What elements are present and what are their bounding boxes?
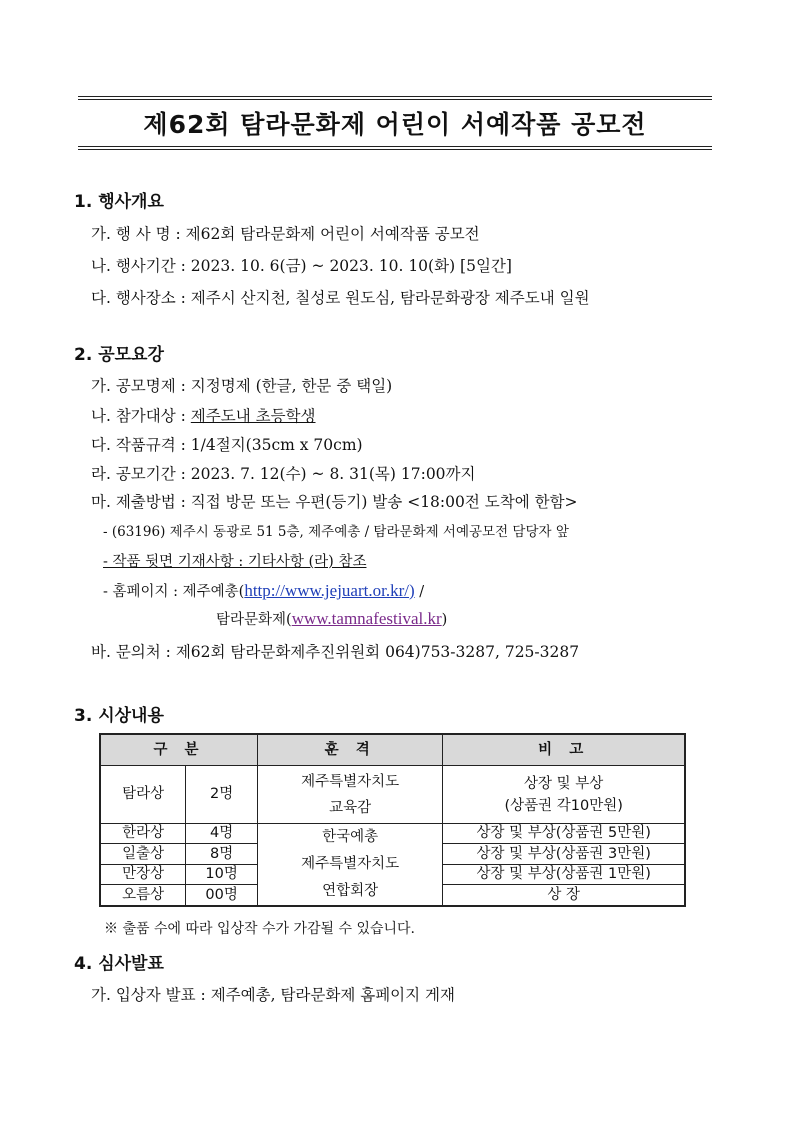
festival-label: 탐라문화제( bbox=[216, 612, 292, 628]
award-count: 2명 bbox=[186, 766, 258, 824]
award-remarks bbox=[443, 766, 685, 824]
festival-close: ) bbox=[441, 612, 448, 628]
grantor-line-2: 교육감 bbox=[329, 799, 372, 816]
section2-address-line: - (63196) 제주시 동광로 51 5층, 제주예총 / 탐라문화제 서예공모전 담당자 앞 bbox=[103, 524, 569, 540]
section3-heading: 3. 시상내용 bbox=[74, 706, 164, 726]
award-count: 10명 bbox=[186, 864, 258, 884]
award-remarks: 상장 및 부상(상품권 1만원) bbox=[443, 864, 685, 884]
header-grantor: 훈 격 bbox=[258, 734, 443, 766]
table-row bbox=[100, 824, 685, 844]
jejuart-link[interactable]: http://www.jejuart.or.kr/) bbox=[244, 581, 415, 600]
section4-heading: 4. 심사발표 bbox=[74, 954, 164, 974]
section2-heading: 2. 공모요강 bbox=[74, 345, 164, 365]
award-table-header bbox=[100, 734, 685, 766]
award-count: 4명 bbox=[186, 824, 258, 844]
section1-heading: 1. 행사개요 bbox=[74, 192, 164, 212]
homepage-separator: / bbox=[414, 584, 425, 600]
section2-line-size: 다. 작품규격 : 1/4절지(35cm x 70cm) bbox=[91, 436, 363, 454]
section2-line-eligibility bbox=[91, 404, 316, 426]
section4-line-announcement: 가. 입상자 발표 : 제주예총, 탐라문화제 홈페이지 게재 bbox=[91, 986, 455, 1004]
section2-line-period: 라. 공모기간 : 2023. 7. 12(수) ~ 8. 31(목) 17:00까지 bbox=[91, 465, 476, 483]
award-name: 일출상 bbox=[100, 844, 186, 864]
section2-line-method: 마. 제출방법 : 직접 방문 또는 우편(등기) 발송 <18:00전 도착에 한함> bbox=[91, 493, 578, 511]
award-remarks: 상장 및 부상(상품권 3만원) bbox=[443, 844, 685, 864]
header-remarks: 비 고 bbox=[443, 734, 685, 766]
section2-line-theme: 가. 공모명제 : 지정명제 (한글, 한문 중 택일) bbox=[91, 377, 393, 395]
award-count: 8명 bbox=[186, 844, 258, 864]
header-category: 구 분 bbox=[100, 734, 258, 766]
award-table bbox=[99, 733, 686, 907]
title-box bbox=[78, 96, 712, 150]
eligibility-label: 나. 참가대상 : bbox=[91, 407, 191, 425]
section1-line-event-name: 가. 행 사 명 : 제62회 탐라문화제 어린이 서예작품 공모전 bbox=[91, 225, 480, 243]
grantor2-line-3: 연합회장 bbox=[322, 883, 379, 899]
table-row bbox=[100, 766, 685, 824]
award-name: 오름상 bbox=[100, 885, 186, 906]
grantor2-line-2: 제주특별자치도 bbox=[301, 856, 400, 872]
award-grantor-shared bbox=[258, 824, 443, 907]
grantor-line-1: 제주특별자치도 bbox=[301, 773, 400, 790]
eligibility-value: 제주도내 초등학생 bbox=[190, 407, 316, 425]
homepage-label: - 홈페이지 : 제주예총( bbox=[103, 584, 245, 600]
page-title: 제62회 탐라문화제 어린이 서예작품 공모전 bbox=[143, 110, 647, 139]
section2-festival-site-line bbox=[216, 608, 447, 629]
award-count: 00명 bbox=[186, 885, 258, 906]
award-footnote: ※ 출품 수에 따라 입상작 수가 가감될 수 있습니다. bbox=[104, 921, 416, 937]
section1-line-event-venue: 다. 행사장소 : 제주시 산지천, 칠성로 원도심, 탐라문화광장 제주도내 일원 bbox=[91, 289, 590, 307]
award-name: 한라상 bbox=[100, 824, 186, 844]
section2-line-contact: 바. 문의처 : 제62회 탐라문화제추진위원회 064)753-3287, 725-3287 bbox=[91, 643, 580, 661]
section1-line-event-period: 나. 행사기간 : 2023. 10. 6(금) ~ 2023. 10. 10(화) [5일간] bbox=[91, 257, 512, 275]
grantor2-line-1: 한국예총 bbox=[322, 829, 379, 845]
award-name: 탐라상 bbox=[100, 766, 186, 824]
award-remarks: 상 장 bbox=[443, 885, 685, 906]
award-name: 만장상 bbox=[100, 864, 186, 884]
remarks-line-1: 상장 및 부상 bbox=[524, 775, 604, 792]
remarks-line-2: (상품권 각10만원) bbox=[504, 797, 623, 814]
tamnafestival-link[interactable]: www.tamnafestival.kr bbox=[291, 609, 442, 628]
section2-backside-line: - 작품 뒷면 기재사항 : 기타사항 (라) 참조 bbox=[103, 554, 367, 570]
section2-homepage-line bbox=[103, 580, 424, 601]
award-grantor bbox=[258, 766, 443, 824]
award-remarks: 상장 및 부상(상품권 5만원) bbox=[443, 824, 685, 844]
